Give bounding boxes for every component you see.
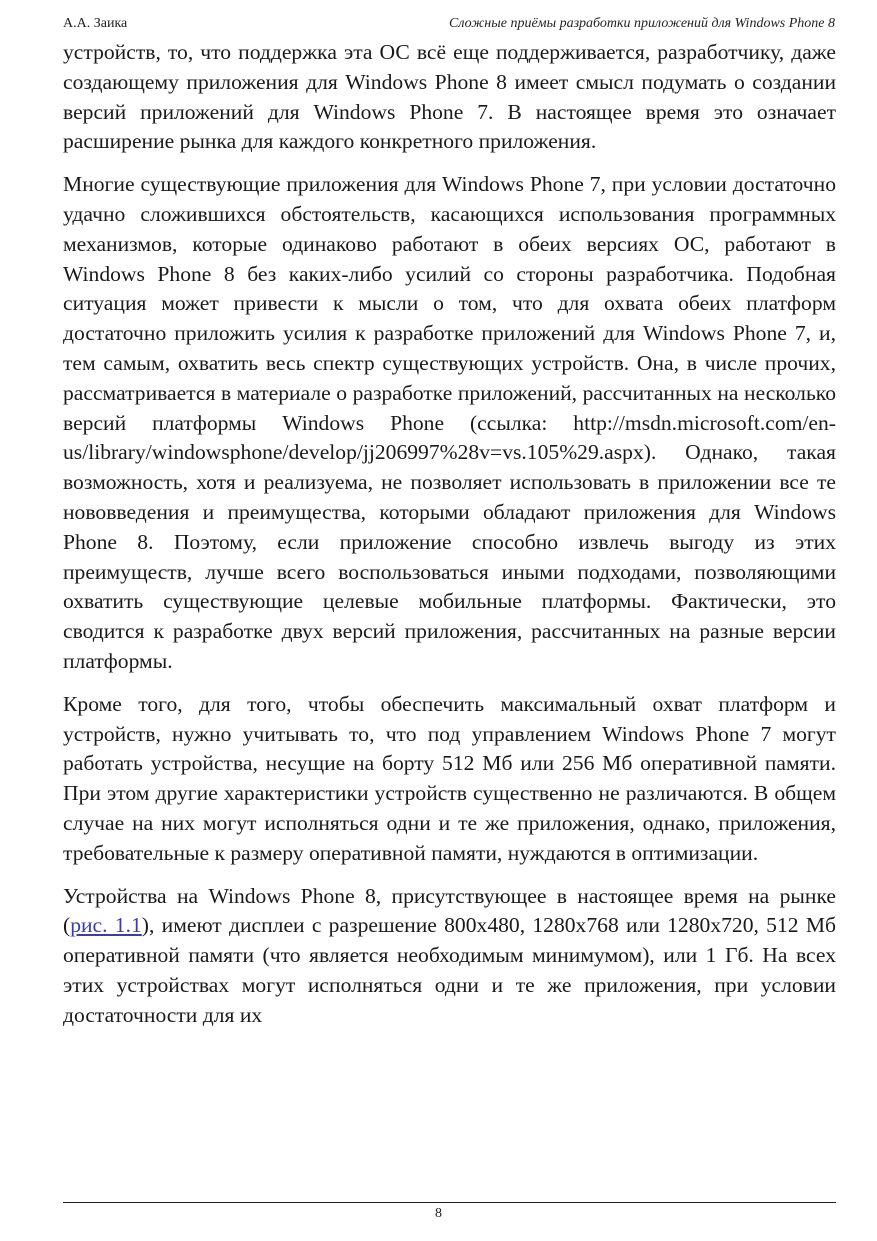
figure-link[interactable]: рис. 1.1 [70,913,142,938]
paragraph: устройств, то, что поддержка эта ОС всё еще поддерживается, разработчику, даже создающему приложения для Windows Phone 8 имеет смысл подумать о создании версий приложений для Windows Phone 7. В настоящее время это означает расширение рынка для каждого конкретного приложения. [63,40,836,154]
footer-divider [63,1202,836,1203]
running-header [63,16,835,36]
paragraph-text-before: Устройства на Windows Phone 8, присутствующее в настоящее время на рынке ( [63,883,836,938]
header-author: А.А. Заика [63,16,128,31]
body-text [63,38,836,1044]
page-number: 8 [435,1206,442,1221]
paragraph: Кроме того, для того, чтобы обеспечить максимальный охват платформ и устройств, нужно учитывать то, что под управлением Windows Phone 7 могут работать устройства, несущие на борту 512 Мб или 256 Мб оперативной памяти. При этом другие характеристики устройств существенно не различаются. В общем случае на них могут исполняться одни и те же приложения, однако, приложения, требовательные к размеру оперативной памяти, нуждаются в оптимизации. [63,691,836,865]
header-title: Сложные приёмы разработки приложений для Windows Phone 8 [449,16,835,31]
paragraph-text-after: ), имеют дисплеи с разрешение 800x480, 1280x768 или 1280x720, 512 Мб оперативной памяти (что является необходимым минимумом), или 1 Гб. На всех этих устройствах могут исполняться одни и те же приложения, при условии достаточности для их [63,913,836,1027]
paragraph [63,882,836,1031]
paragraph: Многие существующие приложения для Windows Phone 7, при условии достаточно удачно сложившихся обстоятельств, касающихся использования программных механизмов, которые одинаково работают в обеих версиях ОС, работают в Windows Phone 8 без каких-либо усилий со стороны разработчика. Подобная ситуация может привести к мысли о том, что для охвата обеих платформ достаточно приложить усилия к разработке приложений для Windows Phone 7, и, тем самым, охватить весь спектр существующих устройств. Она, в числе прочих, рассматривается в материале о разработке приложений, рассчитанных на несколько версий платформы Windows Phone (ссылка: http://msdn.microsoft.com/en-us/library/windowsphone/develop/jj206997%28v=vs.105%29.aspx). Однако, такая возможность, хотя и реализуема, не позволяет использовать в приложении все те нововведения и преимущества, которыми обладают приложения для Windows Phone 8. Поэтому, если приложение способно извлечь выгоду из этих преимуществ, лучше всего воспользоваться иными подходами, позволяющими охватить существующие целевые мобильные платформы. Фактически, это сводится к разработке двух версий приложения, рассчитанных на разные версии платформы. [63,172,836,673]
